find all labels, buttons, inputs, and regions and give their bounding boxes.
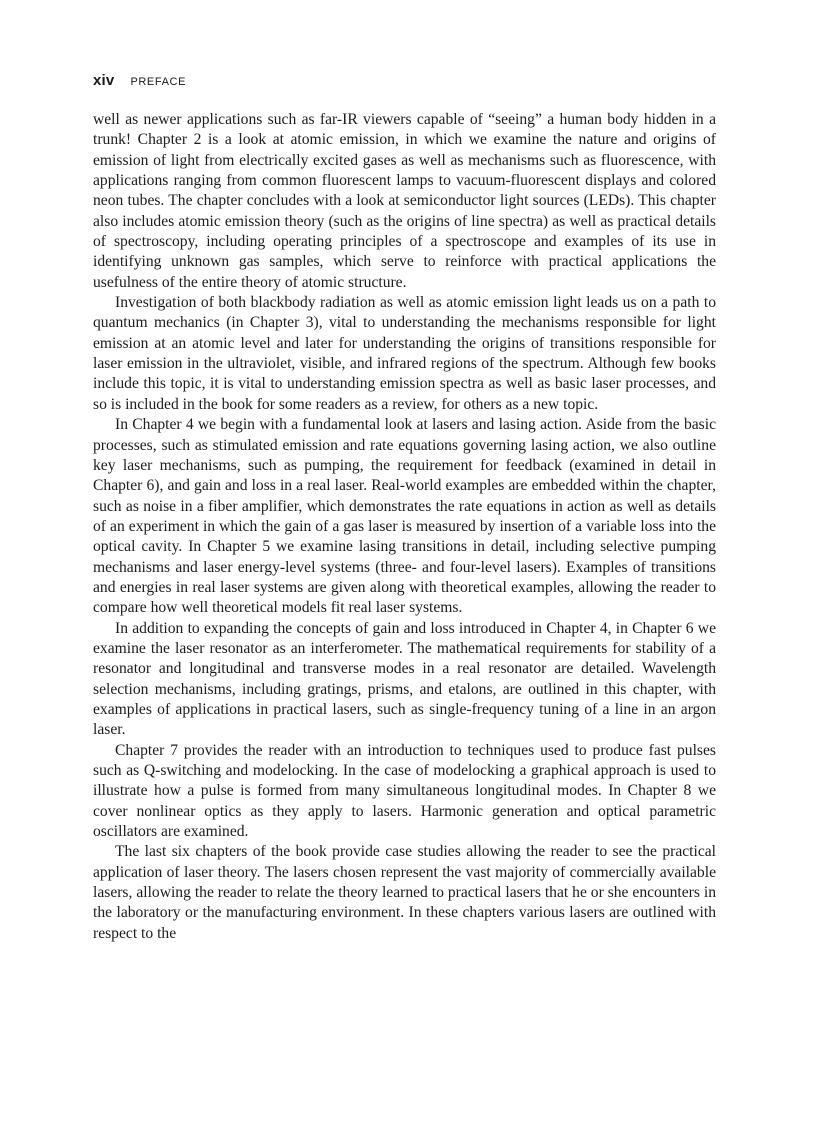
paragraph: In Chapter 4 we begin with a fundamental look at lasers and lasing action. Aside from the basic processes, such as stimulated emission and rate equations governing lasing action, we also outline key laser mechanisms, such as pumping, the requirement for feedback (examined in detail in Chapter 6), and gain and loss in a real laser. Real-world examples are embedded within the chapter, such as noise in a fiber amplifier, which demonstrates the rate equations in action as well as details of an experiment in which the gain of a gas laser is measured by insertion of a variable loss into the optical cavity. In Chapter 5 we examine lasing transitions in detail, including selective pumping mechanisms and laser energy-level systems (three- and four-level lasers). Examples of transitions and energies in real laser systems are given along with theoretical examples, allowing the reader to compare how well theoretical models fit real laser systems. (93, 416, 716, 617)
paragraph: Chapter 7 provides the reader with an introduction to techniques used to produce fast pulses such as Q-switching and modelocking. In the case of modelocking a graphical approach is used to illustrate how a pulse is formed from many simultaneous longitudinal modes. In Chapter 8 we cover nonlinear optics as they apply to lasers. Harmonic generation and optical parametric oscillators are examined. (93, 741, 716, 841)
paragraph: Investigation of both blackbody radiation as well as atomic emission light leads us on a path to quantum mechanics (in Chapter 3), vital to understanding the mechanisms responsible for light emission at an atomic level and later for understanding the origins of transitions responsible for laser emission in the ultraviolet, visible, and infrared regions of the spectrum. Although few books include this topic, it is vital to understanding emission spectra as well as basic laser processes, and so is included in the book for some readers as a review, for others as a new topic. (93, 294, 716, 413)
page-number: xiv (93, 72, 115, 89)
running-head-title: PREFACE (130, 76, 187, 88)
body-text (93, 110, 716, 944)
paragraph: In addition to expanding the concepts of gain and loss introduced in Chapter 4, in Chapter 6 we examine the laser resonator as an interferometer. The mathematical requirements for stability of a resonator and longitudinal and transverse modes in a real resonator are detailed. Wavelength selection mechanisms, including gratings, prisms, and etalons, are outlined in this chapter, with examples of applications in practical lasers, such as single-frequency tuning of a line in an argon laser. (93, 619, 716, 739)
paragraph: The last six chapters of the book provide case studies allowing the reader to see the practical application of laser theory. The lasers chosen represent the vast majority of commercially available lasers, allowing the reader to relate the theory learned to practical lasers that he or she encounters in the laboratory or the manufacturing environment. In these chapters various lasers are outlined with respect to the (93, 843, 716, 942)
paragraph-continued: well as newer applications such as far-IR viewers capable of “seeing” a human body hidden in a trunk! Chapter 2 is a look at atomic emission, in which we examine the nature and origins of emission of light from electrically excited gases as well as mechanisms such as fluorescence, with applications ranging from common fluorescent lamps to vacuum-fluorescent displays and colored neon tubes. The chapter concludes with a look at semiconductor light sources (LEDs). This chapter also includes atomic emission theory (such as the origins of line spectra) as well as practical details of spectroscopy, including operating principles of a spectroscope and examples of its use in identifying unknown gas samples, which serve to reinforce with practical applications the usefulness of the entire theory of atomic structure. (93, 111, 716, 291)
running-head (93, 72, 186, 92)
